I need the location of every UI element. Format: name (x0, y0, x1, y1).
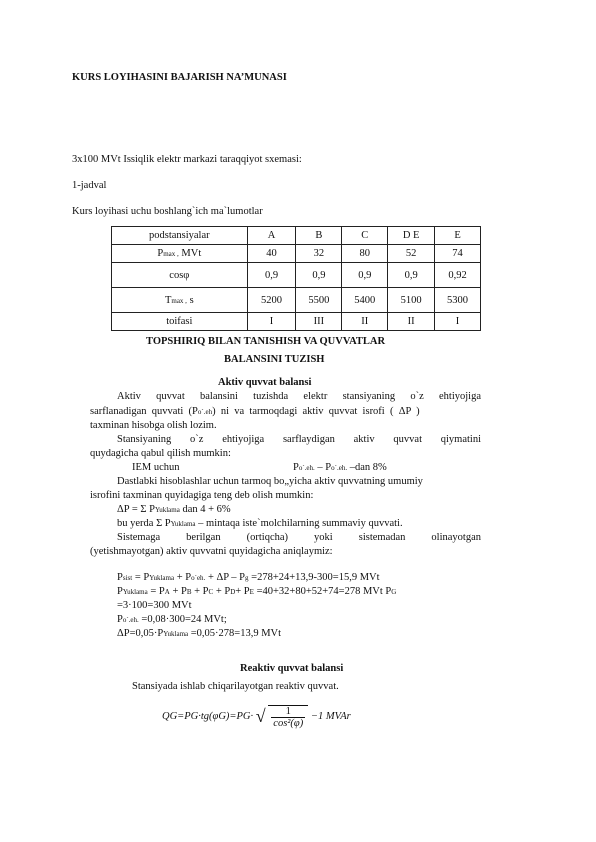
table-cell: 0,9 (296, 263, 342, 288)
table-label: 1-jadval (72, 180, 107, 191)
delta-p-line: ΔP = Σ PYuklama dan 4 + 6% (117, 504, 231, 515)
equation-load-sum: PYuklama = PA + PB + PC + PD+ PE =40+32+80+52+74=278 MVt PG (117, 586, 397, 597)
sqrt-radicand (268, 705, 308, 729)
iem-label: IEM uchun (132, 462, 180, 473)
scheme-title: 3x100 MVt Issiqlik elektr markazi taraqqiyot sxemasi: (72, 154, 302, 165)
table-cell: III (296, 313, 342, 331)
row-label: Pmax , MVt (112, 245, 248, 263)
reactive-formula: QG=PG·tg(φG)=PG· √ $\frac{1}{\text{cos²(φ)}}$ −1 MVAr (162, 705, 351, 729)
table-row (112, 313, 481, 331)
header-cell: B (296, 227, 342, 245)
paragraph-line: isrofini taxminan quyidagiga teng deb olish mumkin: (90, 490, 314, 501)
iem-expression: Po`.eh. – Po`.eh. –dan 8% (293, 462, 387, 473)
table-cell: 0,9 (247, 263, 296, 288)
header-cell: A (247, 227, 296, 245)
table-cell: 0,92 (435, 263, 481, 288)
reactive-power-title: Reaktiv quvvat balansi (240, 663, 344, 674)
table-cell: 74 (435, 245, 481, 263)
table-cell: 40 (247, 245, 296, 263)
row-label: Tmax , s (112, 288, 248, 313)
section-title-line-2: BALANSINI TUZISH (224, 354, 325, 365)
paragraph-line: Aktiv quvvat balansini tuzishda elektr stansiyaning o`z ehtiyojiga (117, 391, 481, 402)
paragraph-line: taxminan hisobga olish lozim. (90, 420, 217, 431)
header-cell: D E (388, 227, 435, 245)
table-header-row (112, 227, 481, 245)
table-caption: Kurs loyihasi uchu boshlang`ich ma`lumotlar (72, 206, 263, 217)
header-cell: podstansiyalar (112, 227, 248, 245)
source-data-table (111, 226, 481, 331)
paragraph-line: sarflanadigan quvvati (Po`.eh) ni va tarmoqdagi aktiv quvvat isrofi ( ΔP ) (90, 406, 420, 417)
where-line: bu yerda Σ PYuklama – mintaqa iste`molchilarning summaviy quvvati. (117, 518, 403, 529)
table-cell: II (388, 313, 435, 331)
equation-own-needs: Po`.eh. =0,08·300=24 MVt; (117, 614, 227, 625)
table-cell: 5400 (342, 288, 388, 313)
table-cell: 0,9 (388, 263, 435, 288)
table-cell: II (342, 313, 388, 331)
section-title-line-1: TOPSHIRIQ BILAN TANISHISH VA QUVVATLAR (146, 336, 386, 347)
reactive-text: Stansiyada ishlab chiqarilayotgan reaktiv quvvat. (132, 681, 339, 692)
row-label: cosφ (112, 263, 248, 288)
fraction-numerator: 1 (271, 706, 305, 718)
paragraph-line: Stansiyaning o`z ehtiyojiga sarflaydigan aktiv quvvat qiymatini (117, 434, 481, 445)
paragraph-line: (yetishmayotgan) aktiv quvvatni quyidagicha aniqlaymiz: (90, 546, 333, 557)
active-power-title: Aktiv quvvat balansi (218, 377, 312, 388)
table-row (112, 288, 481, 313)
table-cell: 0,9 (342, 263, 388, 288)
equation-generation: =3·100=300 MVt (117, 600, 192, 611)
equation-system-power: Psist = PYuklama + Po`eh. + ΔP – Pg =278+24+13,9-300=15,9 MVt (117, 572, 380, 583)
fraction-denominator: cos²(φ) (273, 717, 304, 729)
header-cell: C (342, 227, 388, 245)
sqrt-sign-icon: √ (255, 706, 266, 726)
table-row (112, 263, 481, 288)
table-cell: 5300 (435, 288, 481, 313)
paragraph-line: Sistemaga berilgan (ortiqcha) yoki sistemadan olinayotgan (117, 532, 481, 543)
table-row (112, 245, 481, 263)
header-cell: E (435, 227, 481, 245)
table-cell: 5200 (247, 288, 296, 313)
table-cell: 52 (388, 245, 435, 263)
page-heading: KURS LOYIHASINI BAJARISH NA’MUNASI (72, 72, 287, 83)
table-cell: 80 (342, 245, 388, 263)
row-label: toifasi (112, 313, 248, 331)
paragraph-line: Dastlabki hisoblashlar uchun tarmoq bo„yicha aktiv quvvatning umumiy (117, 476, 423, 487)
table-cell: I (435, 313, 481, 331)
equation-losses: ΔP=0,05·PYuklama =0,05·278=13,9 MVt (117, 628, 282, 639)
formula-tail: −1 MVAr (310, 711, 351, 722)
table-cell: I (247, 313, 296, 331)
table-cell: 5500 (296, 288, 342, 313)
table-cell: 5100 (388, 288, 435, 313)
table-cell: 32 (296, 245, 342, 263)
paragraph-line: quydagicha qabul qilish mumkin: (90, 448, 231, 459)
